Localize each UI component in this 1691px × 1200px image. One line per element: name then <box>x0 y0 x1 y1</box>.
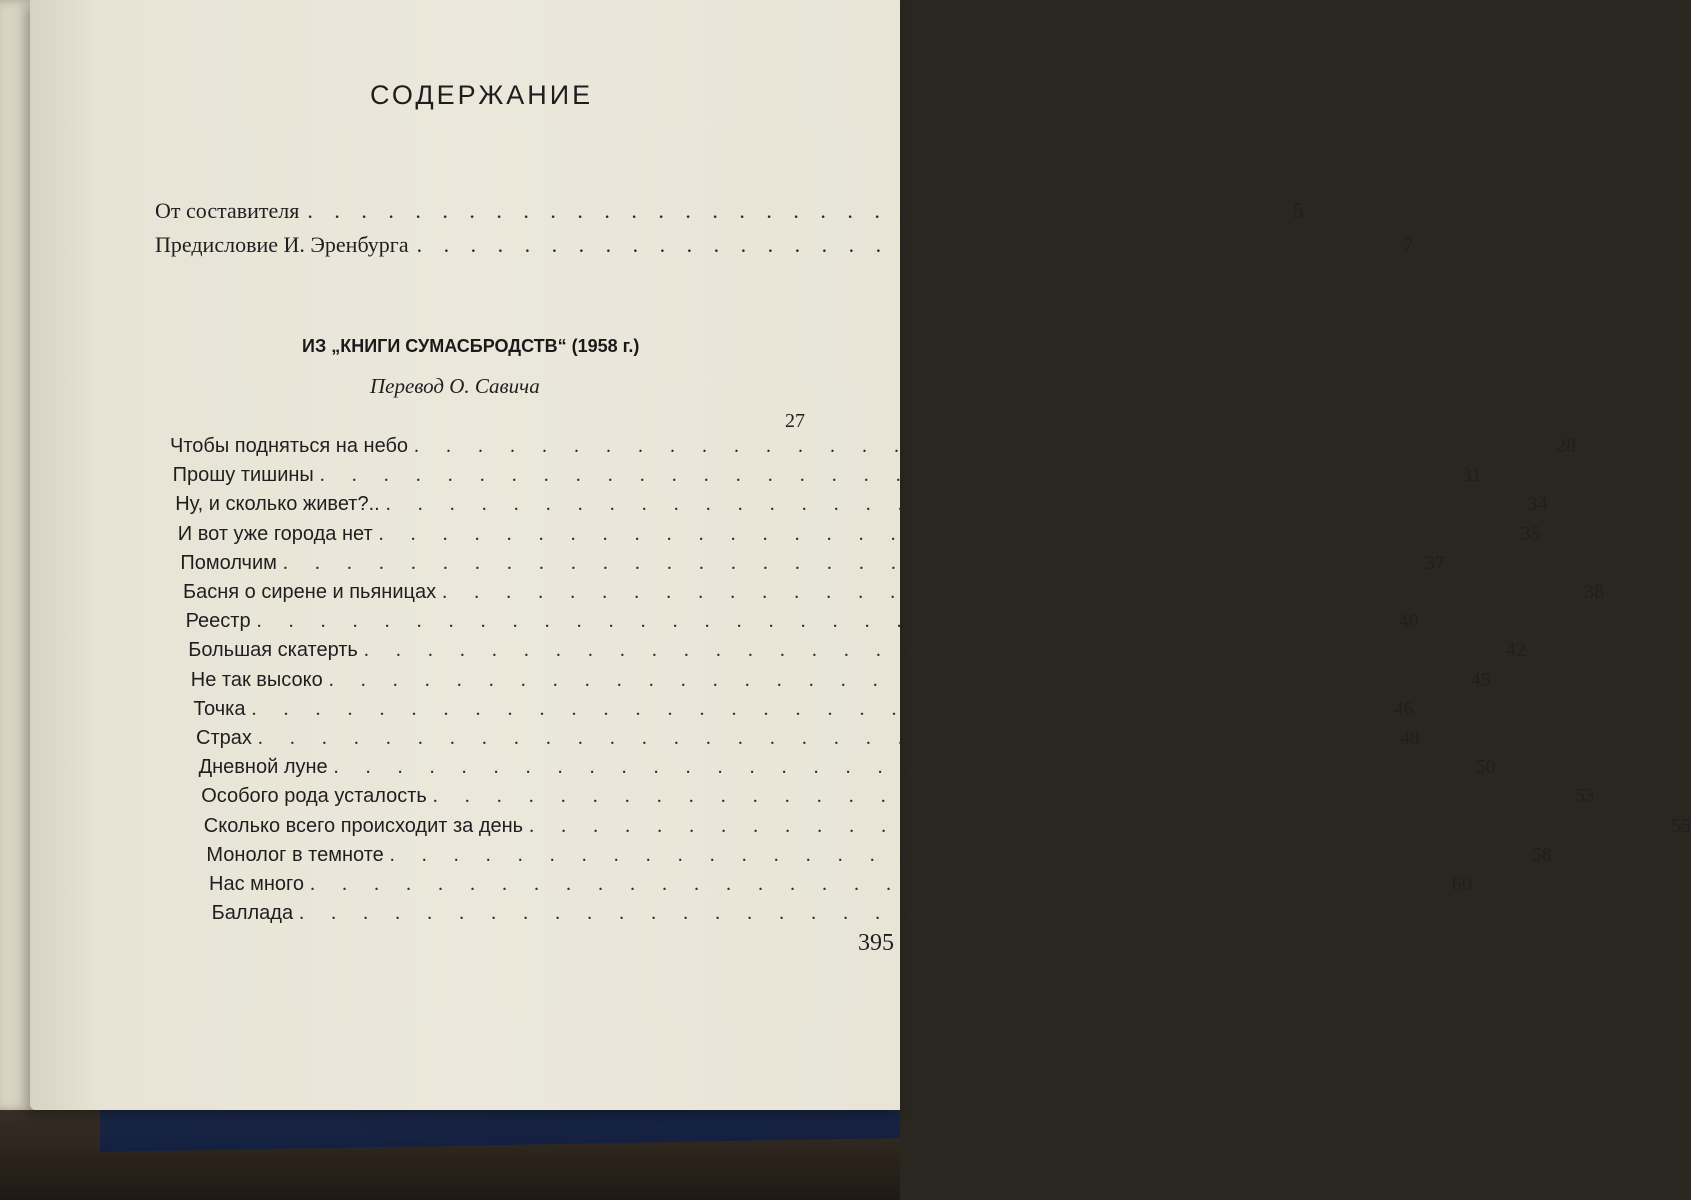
entry-page: 38 <box>1584 581 1605 603</box>
entry-title: От составителя <box>155 198 300 223</box>
entry-title: Чтобы подняться на небо <box>170 435 409 457</box>
dot-leader: . . . . . . . . . . . . . . . . . . . . . . . . . . . . . . . . . . . . <box>328 668 1465 691</box>
entry-title: Большая скатерть <box>188 639 358 662</box>
entry-title: Предисловие И. Эренбурга <box>155 232 409 257</box>
toc-entry <box>170 435 1577 463</box>
entry-page: 37 <box>1424 551 1445 574</box>
entry-page: 40 <box>1398 610 1419 633</box>
dot-leader: . . . . . . . . . . . . . . . . . . . . . . . . . . . . . . . . . . . . <box>257 727 1394 749</box>
entry-page: 45 <box>1470 668 1491 691</box>
entry-page: 53 <box>1574 785 1595 808</box>
toc-entry <box>175 493 1548 521</box>
entry-title: Реестр <box>185 610 251 633</box>
toc-entry <box>196 727 1420 755</box>
dot-leader: . . . . . . . . . . . . . . . . . . . . . . . . . . . . . . . . . . . . <box>414 435 1551 457</box>
entry-title: Нас много <box>209 873 305 895</box>
section-title: ИЗ „КНИГИ СУМАСБРОДСТВ“ (1958 г.) <box>302 336 640 356</box>
entry-title: Прошу тишины <box>172 464 314 487</box>
dot-leader: . . . . . . . . . . . . . . . . . . . . . . . . . . . . . . . . . . . . <box>442 581 1579 603</box>
entry-page: 55 <box>1671 814 1691 837</box>
entry-title: Точка <box>193 697 246 720</box>
entry-page: 42 <box>1505 639 1526 662</box>
dot-leader: . . . . . . . . . . . . . . . . . . . . . . . . . . . . . . . . . . . . <box>310 873 1447 895</box>
entry-page: 28 <box>1556 435 1577 457</box>
entry-title: Страх <box>196 727 252 749</box>
toc-entry <box>188 639 1526 667</box>
toc-entry <box>206 843 1552 872</box>
dot-leader: . . . . . . . . . . . . . . . . . . . . . . . . . . . . . . . . . . . . <box>333 756 1470 779</box>
dot-leader: . . . . . . . . . . . . . . . . . . . . . . . . . . . . . . . . . . . . <box>363 639 1500 662</box>
entry-title: Не так высоко <box>190 668 323 691</box>
entry-title: Басня о сирене и пьяницах <box>183 581 437 603</box>
toc-entry <box>203 814 1691 843</box>
entry-page: 7 <box>1402 232 1414 257</box>
front-matter-row <box>155 232 1414 262</box>
dot-leader: . . . . . . . . . . . . . . . . . . . . . . . . . . . . . . . . . . . . <box>282 551 1419 574</box>
toc-entry <box>185 610 1419 638</box>
entry-title: Дневной луне <box>198 756 328 779</box>
dot-leader: . . . . . . . . . . . . . . . . . . . . . . . . . . . . . . . . . . . . <box>432 785 1569 808</box>
front-matter-row <box>155 198 1304 228</box>
dot-leader: . . . . . . . . . . . . . . . . . . . . . . . . . . . . . . . . . . . . <box>416 232 1376 257</box>
entry-title: Помолчим <box>180 551 277 574</box>
entry-page: 5 <box>1292 198 1304 223</box>
entry-page: 58 <box>1531 843 1552 866</box>
entry-title: Ну, и сколько живет?.. <box>175 493 380 516</box>
dot-leader: . . . . . . . . . . . . . . . . . . . . . . . . . . . . . . . . . . . . <box>319 464 1456 487</box>
dot-leader: . . . . . . . . . . . . . . . . . . . . . . . . . . . . . . . . . . . . <box>378 522 1515 545</box>
section-subtitle: Перевод О. Савича <box>370 374 540 398</box>
entry-title: Сколько всего происходит за день <box>203 814 524 837</box>
toc-entry <box>190 668 1491 697</box>
dot-leader: . . . . . . . . . . . . . . . . . . . . . . . . . . . . . . . . . . . . <box>251 697 1388 720</box>
dot-leader: . . . . . . . . . . . . . . . . . . . . . . . . . . . . . . . . . . . . <box>529 814 1666 837</box>
toc-entry <box>193 697 1414 726</box>
contents-page <box>30 0 1691 1110</box>
entry-page: 48 <box>1399 727 1420 749</box>
toc-entry <box>180 551 1445 580</box>
entry-page: 46 <box>1393 697 1414 720</box>
entry-page: 34 <box>1527 493 1548 516</box>
section-first-page <box>750 410 805 438</box>
entry-page: 60 <box>1452 873 1473 895</box>
dot-leader: . . . . . . . . . . . . . . . . . . . . . . . . . . . . . . . . . . . . <box>389 843 1526 866</box>
dot-leader: . . . . . . . . . . . . . . . . . . . . . . . . . . . . . . . . . . . . <box>307 198 1266 223</box>
dot-leader: . . . . . . . . . . . . . . . . . . . . . . . . . . . . . . . . . . . . <box>299 902 1436 925</box>
entry-page: 35 <box>1520 522 1541 545</box>
toc-entry <box>172 464 1482 492</box>
page-number: 395 <box>858 930 894 956</box>
toc-entry <box>201 785 1595 813</box>
entry-page: 27 <box>785 410 805 432</box>
entry-page: 50 <box>1475 756 1496 779</box>
entry-title: Монолог в темноте <box>206 843 384 866</box>
toc-entry <box>183 581 1605 609</box>
toc-entry <box>198 756 1496 784</box>
toc-entry <box>177 522 1541 551</box>
toc-entry <box>211 902 1436 930</box>
page-title: СОДЕРЖАНИЕ <box>370 80 594 110</box>
entry-title: Особого рода усталость <box>201 785 427 808</box>
dot-leader: . . . . . . . . . . . . . . . . . . . . . . . . . . . . . . . . . . . . <box>385 493 1522 516</box>
toc-entry <box>209 873 1473 901</box>
entry-title: Баллада <box>211 902 294 925</box>
entry-page: 31 <box>1461 464 1482 487</box>
dot-leader: . . . . . . . . . . . . . . . . . . . . . . . . . . . . . . . . . . . . <box>256 610 1393 633</box>
entry-title: И вот уже города нет <box>177 522 373 545</box>
